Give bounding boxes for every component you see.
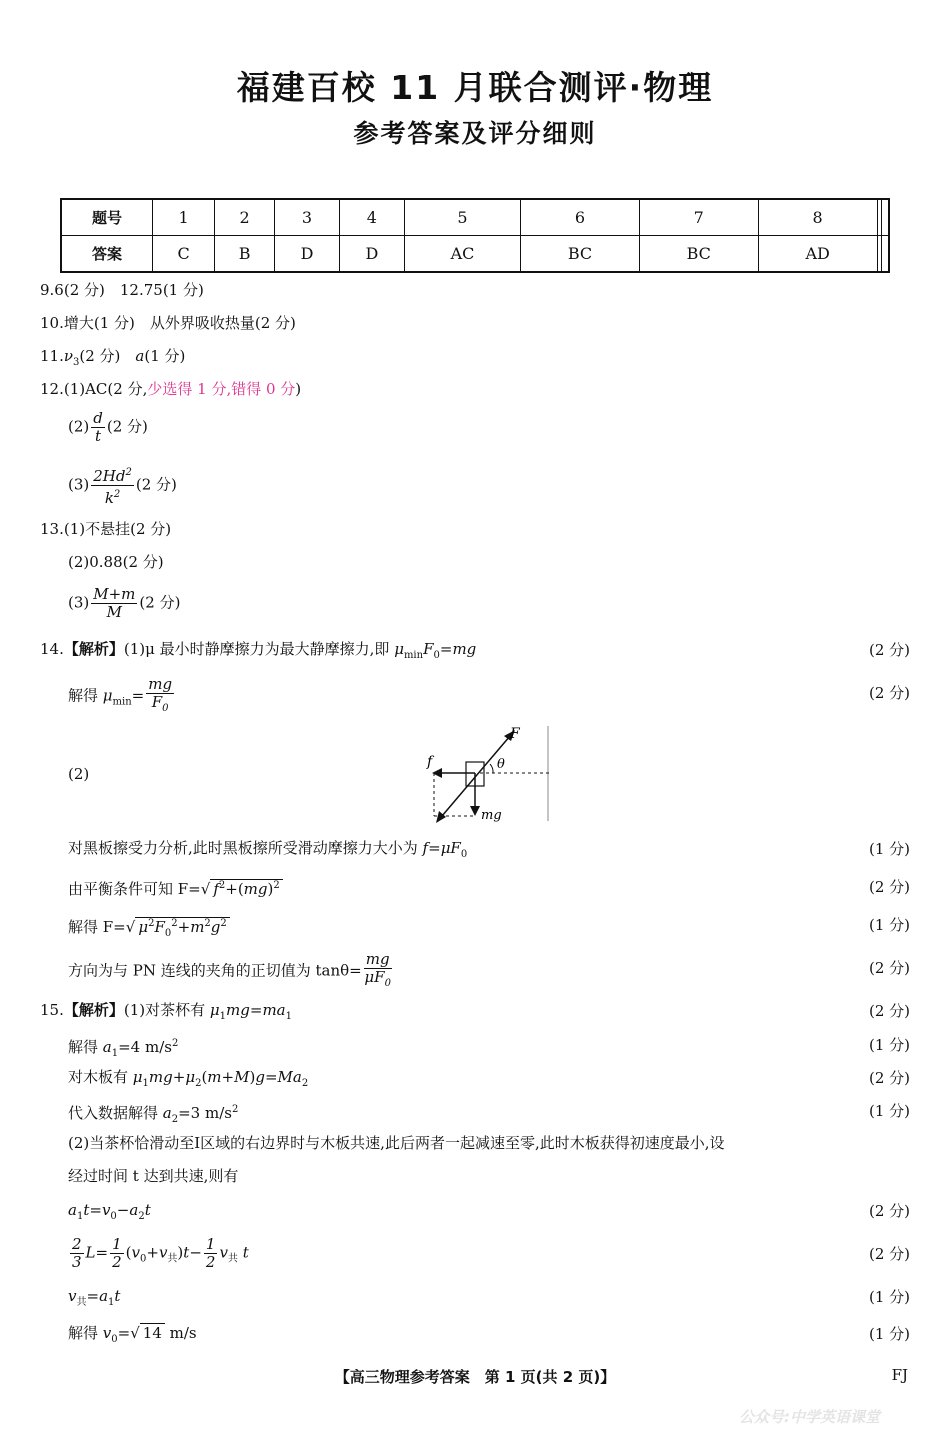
q14-text-5: 解得 F=	[68, 918, 126, 936]
q15-line-3: 对木板有 $\mu_1mg+\mu_2(m+M)g=Ma_2$	[68, 1068, 309, 1089]
q14-line-1: 14.【解析】(1)μ 最小时静摩擦力为最大静摩擦力,即 $\mu_{min}F_0=mg$	[40, 640, 477, 661]
formula-d-over-t: $\frac{d}{t}$	[93, 409, 103, 445]
q15-line-5: (2)当茶杯恰滑动至Ⅰ区域的右边界时与木板共速,此后两者一起减速至零,此时木板获得初速度最小,设	[68, 1134, 725, 1152]
region-code: FJ	[891, 1366, 908, 1384]
q15-line-4: 代入数据解得 $a_2=3$ $m/s^2$	[68, 1104, 239, 1125]
points-label: (1 分)	[868, 1288, 910, 1306]
q14-line-6	[68, 951, 394, 992]
q14-text-1: (1)μ 最小时静摩擦力为最大静摩擦力,即	[123, 640, 395, 658]
table-cell: B	[215, 236, 275, 273]
q14-text-4: 由平衡条件可知 F=	[68, 880, 201, 898]
table-cell: AD	[758, 236, 877, 273]
label-f: f	[427, 754, 433, 770]
q12-1-text: 12.(1)AC(2 分,	[40, 380, 148, 398]
answer-q13-1: 13.(1)不悬挂(2 分)	[40, 520, 172, 538]
answer-q13-3	[68, 586, 180, 621]
table-header-answer: 答案	[61, 236, 153, 273]
q13-3-label: (3)	[68, 593, 90, 612]
arrowhead-mg	[470, 806, 480, 816]
q13-3-points: (2 分)	[139, 593, 181, 612]
q14-line-4: 由平衡条件可知 F=√ $f^2+(mg)^2$	[68, 876, 283, 899]
table-cell: BC	[639, 236, 758, 273]
table-cell: D	[339, 236, 404, 273]
q11-prefix: 11.	[40, 347, 64, 365]
points-label: (2 分)	[868, 1202, 910, 1220]
q14-part-2-label: (2)	[68, 765, 90, 783]
page-footer: 【高三物理参考答案 第 1 页(共 2 页)】	[334, 1368, 616, 1386]
q15-eq-3: $v_共=a_1t$	[68, 1287, 121, 1308]
table-cell: 3	[275, 199, 340, 236]
q12-3-label: (3)	[68, 475, 90, 494]
q15-eq-1: $a_1t=v_0-a_2t$	[68, 1201, 151, 1222]
points-label: (2 分)	[868, 959, 910, 977]
table-cell	[882, 199, 889, 236]
label-theta: θ	[497, 757, 505, 772]
formula-M-plus-m-over-M: $\frac{M+m}{M}$	[93, 585, 136, 621]
q15-text-4: 代入数据解得	[68, 1104, 163, 1122]
points-label: (1 分)	[868, 1325, 910, 1343]
q14-text-6: 方向为与 PN 连线的夹角的正切值为 tanθ=	[68, 961, 362, 980]
points-label: (1 分)	[868, 916, 910, 934]
points-label: (2 分)	[868, 878, 910, 896]
q12-2-points: (2 分)	[106, 417, 148, 436]
table-cell: 2	[215, 199, 275, 236]
points-label: (2 分)	[868, 1002, 910, 1020]
q11-points-a: (2 分)	[79, 347, 136, 365]
q15-text-3: 对木板有	[68, 1068, 133, 1086]
answer-q12-3	[68, 464, 177, 507]
angle-arc	[490, 764, 493, 773]
q15-tag: 【解析】	[63, 1001, 124, 1019]
q14-number: 14.	[40, 640, 64, 658]
formula-mg-over-muF0: $\frac{mg}{\mu F_0}$	[364, 950, 391, 989]
q15-line-6: 经过时间 t 达到共速,则有	[68, 1167, 239, 1185]
q15-text-1: (1)对茶杯有	[123, 1001, 210, 1019]
label-mg: mg	[481, 808, 502, 823]
points-label: (1 分)	[868, 1102, 910, 1120]
arrowhead-f	[432, 768, 442, 778]
table-row	[61, 236, 889, 273]
points-label: (2 分)	[868, 641, 910, 659]
q12-1-note: 少选得 1 分,错得 0 分	[147, 380, 296, 398]
answer-q12-2	[68, 410, 148, 445]
q15-number: 15.	[40, 1001, 64, 1019]
label-F: F	[510, 726, 520, 742]
points-label: (1 分)	[868, 840, 910, 858]
table-cell: 7	[639, 199, 758, 236]
q14-text-2: 解得	[68, 686, 103, 705]
points-label: (1 分)	[868, 1036, 910, 1054]
table-cell: 4	[339, 199, 404, 236]
table-header-number: 题号	[61, 199, 153, 236]
document-title: 福建百校 11 月联合测评·物理	[236, 68, 714, 107]
document-subtitle: 参考答案及评分细则	[353, 119, 597, 148]
answer-q11: $11.\nu_3(2$ 分) a(1 分)	[40, 347, 186, 368]
formula-2Hd2-over-k2: $\frac{2Hd^2}{k^2}$	[91, 464, 134, 507]
points-label: (2 分)	[868, 1245, 910, 1263]
table-cell: 8	[758, 199, 877, 236]
answer-q9: 9.6(2 分) 12.75(1 分)	[40, 281, 204, 299]
answer-q13-2: (2)0.88(2 分)	[68, 553, 164, 571]
q11-points-b: (1 分)	[144, 347, 186, 365]
table-cell: 1	[153, 199, 215, 236]
q15-text-7: 解得	[68, 1324, 103, 1342]
q12-3-points: (2 分)	[135, 475, 177, 494]
points-label: (2 分)	[868, 1069, 910, 1087]
table-cell: D	[275, 236, 340, 273]
table-cell: 6	[521, 199, 640, 236]
watermark: 公众号:中学英语课堂	[739, 1408, 880, 1426]
table-cell: AC	[404, 236, 520, 273]
q15-eq-4: 解得 $v_0=√$ 14 m/s	[68, 1324, 197, 1345]
force-diagram	[420, 724, 555, 824]
q14-text-3: 对黑板擦受力分析,此时黑板擦所受滑动摩擦力大小为	[68, 839, 423, 857]
answer-table	[60, 198, 890, 273]
force-F-arrow	[442, 736, 510, 816]
q14-line-3: 对黑板擦受力分析,此时黑板擦所受滑动摩擦力大小为 $f=\mu F_0$	[68, 839, 468, 860]
table-cell: BC	[521, 236, 640, 273]
formula-mg-over-F0: $\frac{mg}{F_0}$	[148, 675, 173, 714]
q15-line-2: 解得 $a_1=4$ $m/s^2$	[68, 1038, 179, 1059]
q15-line-1: 15.【解析】(1)对茶杯有 $\mu_1mg=ma_1$	[40, 1001, 292, 1022]
q12-2-label: (2)	[68, 417, 90, 436]
answer-q12-1	[40, 379, 301, 399]
q12-1-close: )	[295, 380, 302, 398]
table-cell	[882, 236, 889, 273]
table-row	[61, 199, 889, 236]
q15-text-2: 解得	[68, 1038, 103, 1056]
q14-tag: 【解析】	[63, 640, 124, 658]
q15-eq-2: $\frac{2}{3}$ L= $\frac{1}{2}$ $(v_0+v_共)t-$ $\frac{1}{2}$ $v_共$ t	[72, 1235, 249, 1271]
points-label: (2 分)	[868, 684, 910, 702]
q14-line-5: 解得 F=√ $\mu^2F_0^2+m^2g^2$	[68, 914, 230, 944]
table-cell: C	[153, 236, 215, 273]
answer-q10: 10.增大(1 分) 从外界吸收热量(2 分)	[40, 314, 296, 332]
table-cell: 5	[404, 199, 520, 236]
q14-line-2: 解得 $\mu_{min}=$ $\frac{mg}{F_0}$	[68, 676, 176, 717]
